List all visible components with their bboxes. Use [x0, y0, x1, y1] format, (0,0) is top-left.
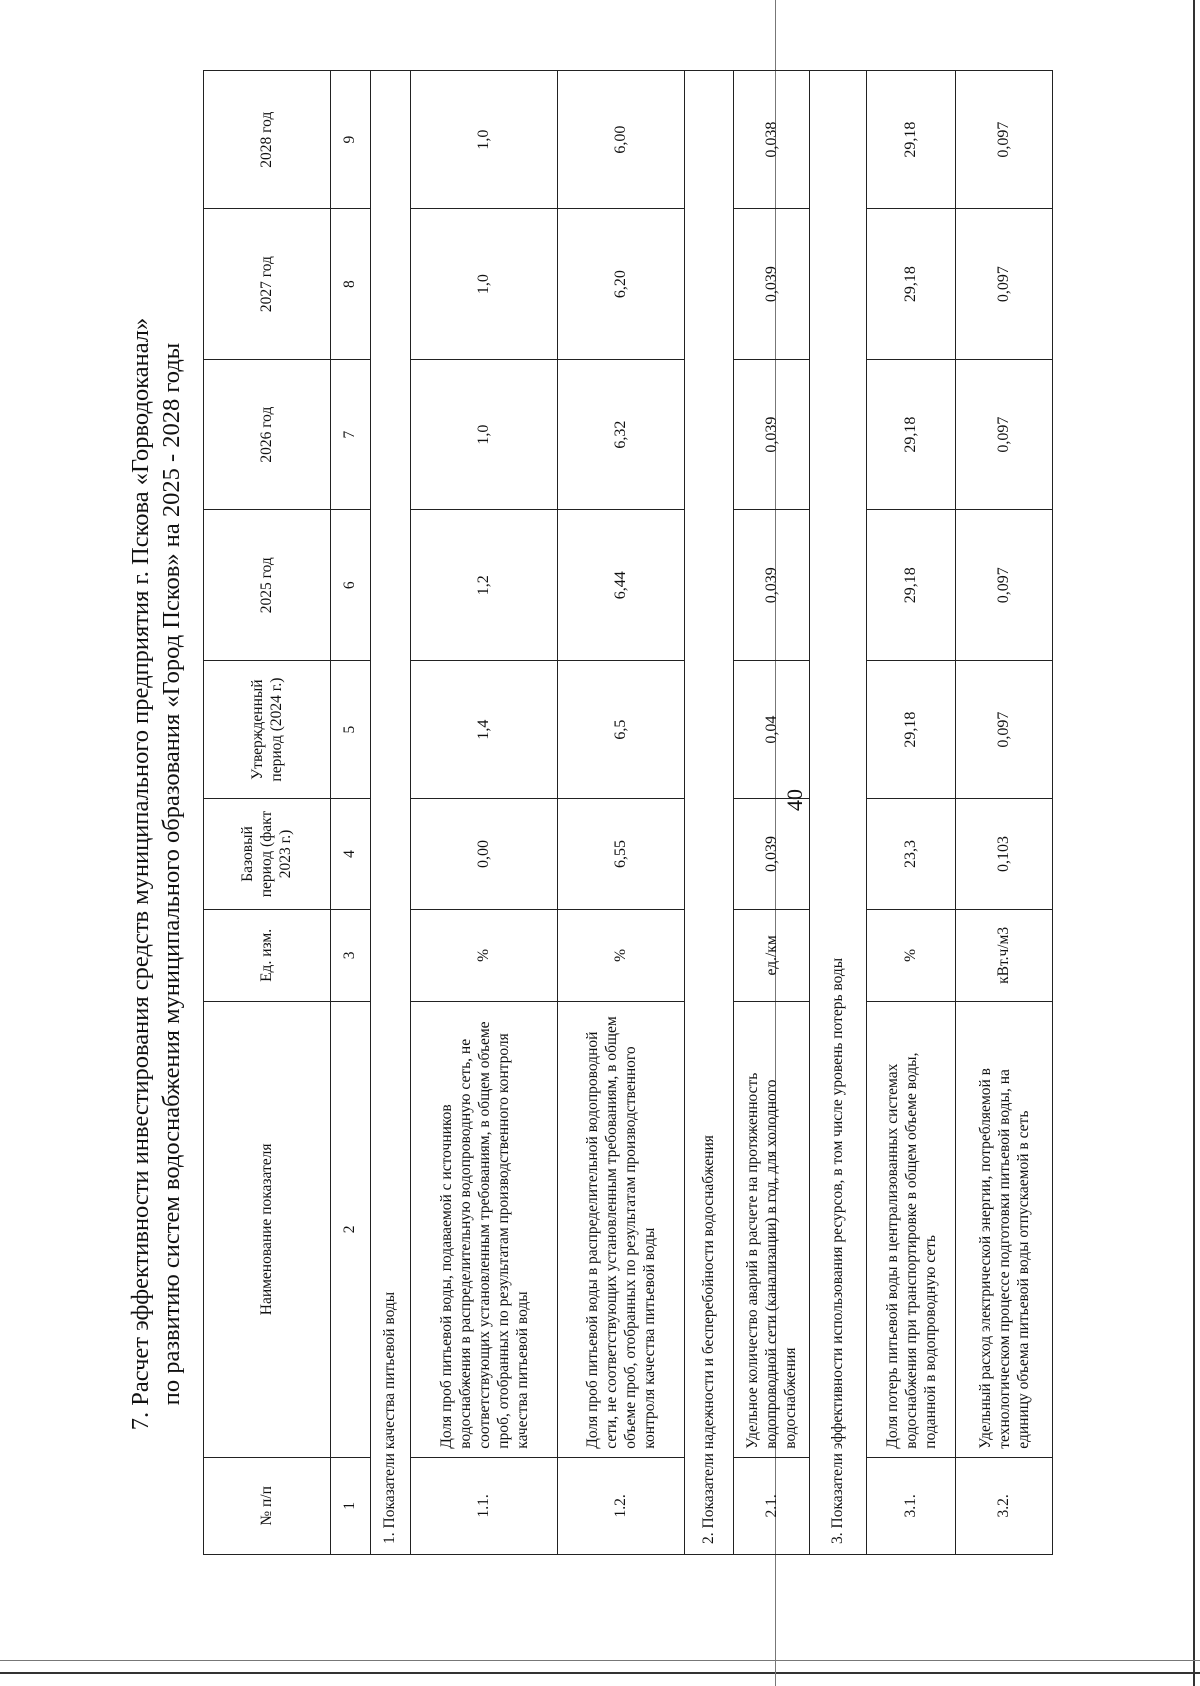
indicators-table	[203, 70, 1053, 1555]
value-cell: 0,097	[956, 510, 1053, 661]
value-cell: 29,18	[867, 660, 956, 798]
table-row	[734, 71, 810, 1555]
value-cell: 6,44	[558, 510, 685, 661]
header-cell: 2028 год	[204, 71, 331, 209]
value-cell: 1,2	[411, 510, 558, 661]
table-row	[411, 71, 558, 1555]
row-number: 3.2.	[956, 1457, 1053, 1554]
value-cell: 0,04	[734, 660, 810, 798]
row-number: 2.1.	[734, 1457, 810, 1554]
row-number: 3.1.	[867, 1457, 956, 1554]
indicator-name: Удельное количество аварий в расчете на протяженность водопроводной сети (канализации) в год, для холодного водоснабжения	[734, 1001, 810, 1457]
value-cell: 1,0	[411, 359, 558, 510]
value-cell: 23,3	[867, 799, 956, 910]
header-row	[204, 71, 331, 1555]
value-cell: 0,039	[734, 209, 810, 360]
value-cell: 0,103	[956, 799, 1053, 910]
column-number-row	[330, 71, 370, 1555]
value-cell: 29,18	[867, 71, 956, 209]
value-cell: 6,32	[558, 359, 685, 510]
column-number-cell: 7	[330, 359, 370, 510]
section-header-row	[370, 71, 411, 1555]
document-title	[125, 154, 187, 1594]
value-cell: 6,20	[558, 209, 685, 360]
section-title: 3. Показатели эффективности использования ресурсов, в том числе уровень потерь воды	[810, 71, 867, 1555]
title-line-1: 7. Расчет эффективности инвестирования средств муниципального предприятия г. Пскова «Горводоканал»	[127, 317, 154, 1431]
unit-cell: ед./км	[734, 909, 810, 1001]
column-number-cell: 4	[330, 799, 370, 910]
header-cell: Ед. изм.	[204, 909, 331, 1001]
value-cell: 29,18	[867, 209, 956, 360]
value-cell: 0,097	[956, 359, 1053, 510]
value-cell: 29,18	[867, 359, 956, 510]
column-number-cell: 6	[330, 510, 370, 661]
indicator-name: Доля проб питьевой воды, подаваемой с источников водоснабжения в распределительную водопроводную сеть, не соответствующих установленным требованиям, в общем объеме проб, отобранных по результатам производственного контроля качества питьевой воды	[411, 1001, 558, 1457]
table-row	[867, 71, 956, 1555]
indicator-name: Удельный расход электрической энергии, потребляемой в технологическом процессе подготовки питьевой воды, на единицу объема питьевой воды отпускаемой в сеть	[956, 1001, 1053, 1457]
value-cell: 0,039	[734, 510, 810, 661]
value-cell: 6,5	[558, 660, 685, 798]
value-cell: 0,039	[734, 359, 810, 510]
header-cell: Утвержденный период (2024 г.)	[204, 660, 331, 798]
unit-cell: кВт.ч/м3	[956, 909, 1053, 1001]
value-cell: 0,039	[734, 799, 810, 910]
table-row	[956, 71, 1053, 1555]
value-cell: 0,097	[956, 209, 1053, 360]
column-number-cell: 8	[330, 209, 370, 360]
value-cell: 0,097	[956, 660, 1053, 798]
page-number: 40	[782, 789, 807, 811]
indicator-name: Доля проб питьевой воды в распределительной водопроводной сети, не соответствующих установленным требованиям, в общем объеме проб, отобранных по результатам производственного контроля качества питьевой воды	[558, 1001, 685, 1457]
value-cell: 0,038	[734, 71, 810, 209]
section-title: 1. Показатели качества питьевой воды	[370, 71, 411, 1555]
unit-cell: %	[558, 909, 685, 1001]
value-cell: 6,00	[558, 71, 685, 209]
header-cell: 2026 год	[204, 359, 331, 510]
header-cell: Наименование показателя	[204, 1001, 331, 1457]
value-cell: 1,0	[411, 71, 558, 209]
value-cell: 29,18	[867, 510, 956, 661]
header-cell: № п/п	[204, 1457, 331, 1554]
column-number-cell: 9	[330, 71, 370, 209]
value-cell: 0,097	[956, 71, 1053, 209]
value-cell: 6,55	[558, 799, 685, 910]
column-number-cell: 3	[330, 909, 370, 1001]
row-number: 1.1.	[411, 1457, 558, 1554]
section-title: 2. Показатели надежности и бесперебойности водоснабжения	[685, 71, 734, 1555]
value-cell: 1,4	[411, 660, 558, 798]
title-line-2: по развитию систем водоснабжения муниципального образования «Город Псков» на 2025 - 2028 годы	[158, 342, 185, 1406]
column-number-cell: 1	[330, 1457, 370, 1554]
header-cell: 2025 год	[204, 510, 331, 661]
indicators-table-wrapper	[203, 70, 1053, 1555]
column-number-cell: 2	[330, 1001, 370, 1457]
column-number-cell: 5	[330, 660, 370, 798]
value-cell: 1,0	[411, 209, 558, 360]
scan-edge-line	[0, 1660, 1200, 1661]
indicator-name: Доля потерь питьевой воды в централизованных системах водоснабжения при транспортировке в общем объеме воды, поданной в водопроводную сеть	[867, 1001, 956, 1457]
section-header-row	[810, 71, 867, 1555]
section-header-row	[685, 71, 734, 1555]
header-cell: 2027 год	[204, 209, 331, 360]
scan-edge-line	[0, 1672, 1200, 1674]
value-cell: 0,00	[411, 799, 558, 910]
unit-cell: %	[867, 909, 956, 1001]
scan-edge-line	[1193, 0, 1195, 1686]
header-cell: Базовый период (факт 2023 г.)	[204, 799, 331, 910]
table-row	[558, 71, 685, 1555]
unit-cell: %	[411, 909, 558, 1001]
row-number: 1.2.	[558, 1457, 685, 1554]
